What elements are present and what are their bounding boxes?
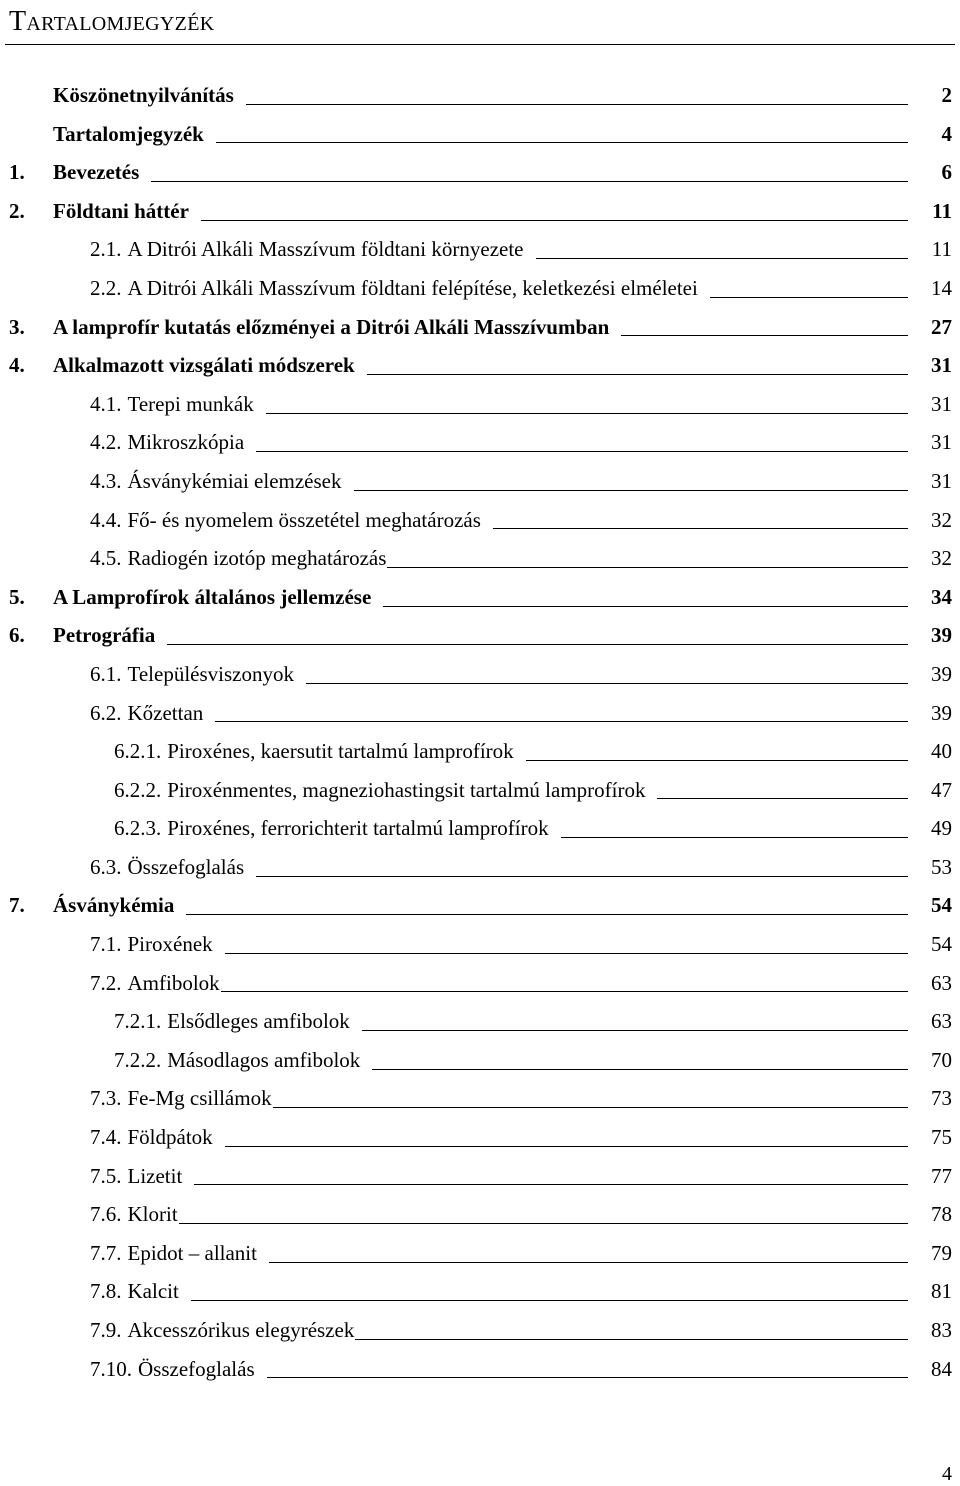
- toc-entry-number: 2.1.: [90, 237, 122, 262]
- toc-entry-title: Terepi munkák: [127, 391, 254, 416]
- toc-leader-line: [201, 208, 908, 221]
- toc-entry-page: 73: [931, 1086, 952, 1111]
- toc-leader-line: [354, 478, 909, 491]
- toc-entry-number: 6.2.1.: [114, 739, 162, 764]
- toc-entry[interactable]: [0, 269, 960, 308]
- toc-leader-line: [493, 516, 908, 529]
- toc-entry-title: Lizetit: [127, 1163, 183, 1188]
- toc-entry-title: Akcesszórikus elegyrészek: [127, 1318, 355, 1342]
- toc-entry[interactable]: [0, 1350, 960, 1389]
- toc-entry-number: 7.1.: [90, 932, 122, 957]
- toc-entry-number: 6.3.: [90, 854, 122, 879]
- toc-leader-line: [355, 1327, 908, 1340]
- toc-entry-number: 4.1.: [90, 391, 122, 416]
- toc-entry-page: 83: [931, 1318, 952, 1342]
- toc-entry[interactable]: [0, 1272, 960, 1311]
- toc-leader-line: [167, 632, 908, 645]
- toc-entry-title: Településviszonyok: [127, 661, 294, 686]
- toc-entry[interactable]: [0, 539, 960, 578]
- toc-entry-page: 2: [941, 83, 952, 107]
- toc-entry-page: 39: [931, 661, 952, 686]
- toc-entry-title: Piroxénes, ferrorichterit tartalmú lamprofírok: [167, 816, 549, 841]
- toc-entry-page: 63: [931, 970, 952, 995]
- toc-entry-title: Piroxénes, kaersutit tartalmú lamprofírok: [167, 739, 514, 764]
- toc-entry[interactable]: [0, 308, 960, 347]
- toc-entry-page: 81: [931, 1279, 952, 1304]
- toc-entry-page: 27: [931, 314, 952, 339]
- toc-leader-line: [221, 979, 908, 992]
- toc-entry-page: 32: [931, 546, 952, 571]
- toc-leader-line: [387, 555, 908, 568]
- toc-entry-title: Összefoglalás: [127, 854, 245, 879]
- toc-entry-number: 7.: [9, 893, 25, 918]
- toc-entry[interactable]: [0, 655, 960, 694]
- toc-entry-number: 7.2.2.: [114, 1047, 162, 1072]
- toc-entry[interactable]: [0, 76, 960, 115]
- toc-entry[interactable]: [0, 1234, 960, 1273]
- toc-entry-title: Klorit: [127, 1202, 178, 1227]
- toc-leader-line: [267, 1365, 908, 1378]
- toc-entry-title: Kőzettan: [127, 700, 204, 725]
- toc-entry-title: Fe-Mg csillámok: [127, 1086, 272, 1111]
- toc-entry-number: 4.2.: [90, 430, 122, 455]
- toc-entry-number: 2.2.: [90, 275, 122, 300]
- toc-entry-number: 4.3.: [90, 468, 122, 493]
- toc-leader-line: [536, 246, 908, 259]
- title-underline: [5, 44, 955, 45]
- toc-entry-number: 4.: [9, 353, 25, 378]
- toc-entry-page: 78: [931, 1202, 952, 1227]
- page-number: 4: [942, 1463, 952, 1485]
- toc-entry-title: Bevezetés: [53, 160, 140, 185]
- toc-entry-number: 6.1.: [90, 661, 122, 686]
- toc-entry-page: 40: [931, 739, 952, 764]
- toc-entry-number: 5.: [9, 584, 25, 609]
- toc-entry-number: 7.9.: [90, 1318, 122, 1342]
- toc-leader-line: [273, 1095, 908, 1108]
- toc-leader-line: [215, 709, 908, 722]
- toc-entry[interactable]: [0, 809, 960, 848]
- toc-entry[interactable]: [0, 578, 960, 617]
- toc-leader-line: [306, 671, 908, 684]
- toc-entry-title: Földtani háttér: [53, 198, 189, 223]
- toc-leader-line: [179, 1211, 908, 1224]
- toc-entry-number: 7.3.: [90, 1086, 122, 1111]
- toc-entry-title: Másodlagos amfibolok: [167, 1047, 361, 1072]
- toc-entry-title: Ásványkémiai elemzések: [127, 468, 342, 493]
- toc-entry-title: Epidot – allanit: [127, 1240, 257, 1265]
- toc-entry-page: 31: [931, 391, 952, 416]
- toc-entry-title: Elsődleges amfibolok: [167, 1009, 350, 1034]
- toc-entry[interactable]: [0, 886, 960, 925]
- toc-entry-title: Földpátok: [127, 1125, 213, 1150]
- toc-entry-page: 84: [931, 1356, 952, 1381]
- toc-entry-title: Kalcit: [127, 1279, 179, 1304]
- toc-entry-number: 7.8.: [90, 1279, 122, 1304]
- toc-entry-title: Piroxének: [127, 932, 213, 957]
- toc-leader-line: [372, 1057, 908, 1070]
- toc-leader-line: [269, 1250, 908, 1263]
- toc-entry-page: 34: [931, 584, 952, 609]
- toc-entry-page: 31: [931, 468, 952, 493]
- toc-leader-line: [256, 864, 908, 877]
- toc-entry[interactable]: [0, 153, 960, 192]
- toc-entry-title: Köszönetnyilvánítás: [53, 83, 234, 107]
- toc-entry[interactable]: [0, 462, 960, 501]
- toc-entry-number: 4.5.: [90, 546, 122, 571]
- toc-entry-page: 53: [931, 854, 952, 879]
- toc-entry-page: 54: [931, 893, 952, 918]
- toc-entry-title: Alkalmazott vizsgálati módszerek: [53, 353, 355, 378]
- toc-entry[interactable]: [0, 1311, 960, 1350]
- toc-entry[interactable]: [0, 771, 960, 810]
- toc-entry-number: 3.: [9, 314, 25, 339]
- toc-entry[interactable]: [0, 848, 960, 887]
- toc-leader-line: [191, 1288, 908, 1301]
- toc-entry[interactable]: [0, 694, 960, 733]
- toc-entry-page: 11: [932, 198, 952, 223]
- toc-entry[interactable]: [0, 925, 960, 964]
- toc-entry-number: 7.6.: [90, 1202, 122, 1227]
- toc-entry-page: 4: [941, 121, 952, 146]
- toc-entry[interactable]: [0, 616, 960, 655]
- toc-leader-line: [216, 130, 908, 143]
- toc-entry-page: 47: [931, 777, 952, 802]
- toc-leader-line: [383, 594, 908, 607]
- toc-entry-page: 79: [931, 1240, 952, 1265]
- toc-entry[interactable]: [0, 1002, 960, 1041]
- toc-leader-line: [561, 825, 908, 838]
- toc-entry-number: 7.10.: [90, 1356, 132, 1381]
- toc-entry-page: 77: [931, 1163, 952, 1188]
- toc-leader-line: [246, 92, 908, 105]
- toc-leader-line: [256, 439, 908, 452]
- toc-entry[interactable]: [0, 230, 960, 269]
- toc-entry-number: 6.2.: [90, 700, 122, 725]
- toc-entry-title: Radiogén izotóp meghatározás: [127, 546, 387, 571]
- toc-entry-number: 6.: [9, 623, 25, 648]
- toc-leader-line: [186, 902, 908, 915]
- toc-entry-page: 54: [931, 932, 952, 957]
- toc-entry[interactable]: [0, 192, 960, 231]
- toc-entry-title: Tartalomjegyzék: [53, 121, 204, 146]
- toc-entry-page: 39: [931, 623, 952, 648]
- toc-leader-line: [710, 285, 908, 298]
- toc-entry-number: 2.: [9, 198, 25, 223]
- toc-leader-line: [367, 362, 908, 375]
- toc-leader-line: [526, 748, 908, 761]
- toc-entry-number: 7.4.: [90, 1125, 122, 1150]
- toc-entry-page: 6: [941, 160, 952, 185]
- toc-entry-title: Mikroszkópia: [127, 430, 245, 455]
- toc-entry[interactable]: [0, 1157, 960, 1196]
- toc-entry-number: 7.2.: [90, 970, 122, 995]
- toc-entry-page: 32: [931, 507, 952, 532]
- toc-entry-title: A lamprofír kutatás előzményei a Ditrói Alkáli Masszívumban: [53, 314, 610, 339]
- toc-entry[interactable]: [0, 1041, 960, 1080]
- toc-leader-line: [225, 941, 908, 954]
- toc-entry[interactable]: [0, 423, 960, 462]
- toc-entry-title: Piroxénmentes, magneziohastingsit tartalmú lamprofírok: [167, 777, 646, 802]
- toc-entry-page: 39: [931, 700, 952, 725]
- toc-entry[interactable]: [0, 1118, 960, 1157]
- toc-entry-page: 31: [931, 430, 952, 455]
- toc-entry-number: 6.2.3.: [114, 816, 162, 841]
- toc-entry-number: 7.2.1.: [114, 1009, 162, 1034]
- toc-entry-title: Ásványkémia: [53, 893, 175, 918]
- toc-leader-line: [657, 786, 908, 799]
- toc-entry-number: 4.4.: [90, 507, 122, 532]
- toc-entry[interactable]: [0, 964, 960, 1003]
- toc-entry-page: 31: [931, 353, 952, 378]
- toc-entry-number: 7.7.: [90, 1240, 122, 1265]
- page-title: Tartalomjegyzék: [9, 6, 215, 37]
- toc-leader-line: [194, 1172, 908, 1185]
- toc-entry-page: 75: [931, 1125, 952, 1150]
- toc-entry[interactable]: [0, 385, 960, 424]
- toc-entry-page: 70: [931, 1047, 952, 1072]
- toc-entry[interactable]: [0, 732, 960, 771]
- toc-entry-title: A Ditrói Alkáli Masszívum földtani felépítése, keletkezési elméletei: [127, 275, 698, 300]
- toc-entry-number: 7.5.: [90, 1163, 122, 1188]
- toc-leader-line: [151, 169, 908, 182]
- toc-entry-number: 6.2.2.: [114, 777, 162, 802]
- toc-entry-number: 1.: [9, 160, 25, 185]
- toc-leader-line: [362, 1018, 908, 1031]
- toc-entry-title: A Lamprofírok általános jellemzése: [53, 584, 372, 609]
- toc-entry[interactable]: [0, 501, 960, 540]
- toc-entry-title: A Ditrói Alkáli Masszívum földtani környezete: [127, 237, 524, 262]
- toc-leader-line: [621, 323, 908, 336]
- toc-entry[interactable]: [0, 115, 960, 154]
- toc-leader-line: [225, 1134, 908, 1147]
- toc-entry-title: Amfibolok: [127, 970, 220, 995]
- toc-entry-page: 63: [931, 1009, 952, 1034]
- toc-entry[interactable]: [0, 1195, 960, 1234]
- toc-leader-line: [266, 401, 908, 414]
- toc-entry[interactable]: [0, 1079, 960, 1118]
- toc-entry-title: Fő- és nyomelem összetétel meghatározás: [127, 507, 481, 532]
- toc-entry-page: 11: [931, 237, 952, 262]
- toc-entry-page: 14: [931, 275, 952, 300]
- toc-entry-title: Petrográfia: [53, 623, 156, 648]
- table-of-contents: [0, 76, 960, 1388]
- toc-entry-page: 49: [931, 816, 952, 841]
- toc-entry[interactable]: [0, 346, 960, 385]
- toc-entry-title: Összefoglalás: [138, 1356, 255, 1381]
